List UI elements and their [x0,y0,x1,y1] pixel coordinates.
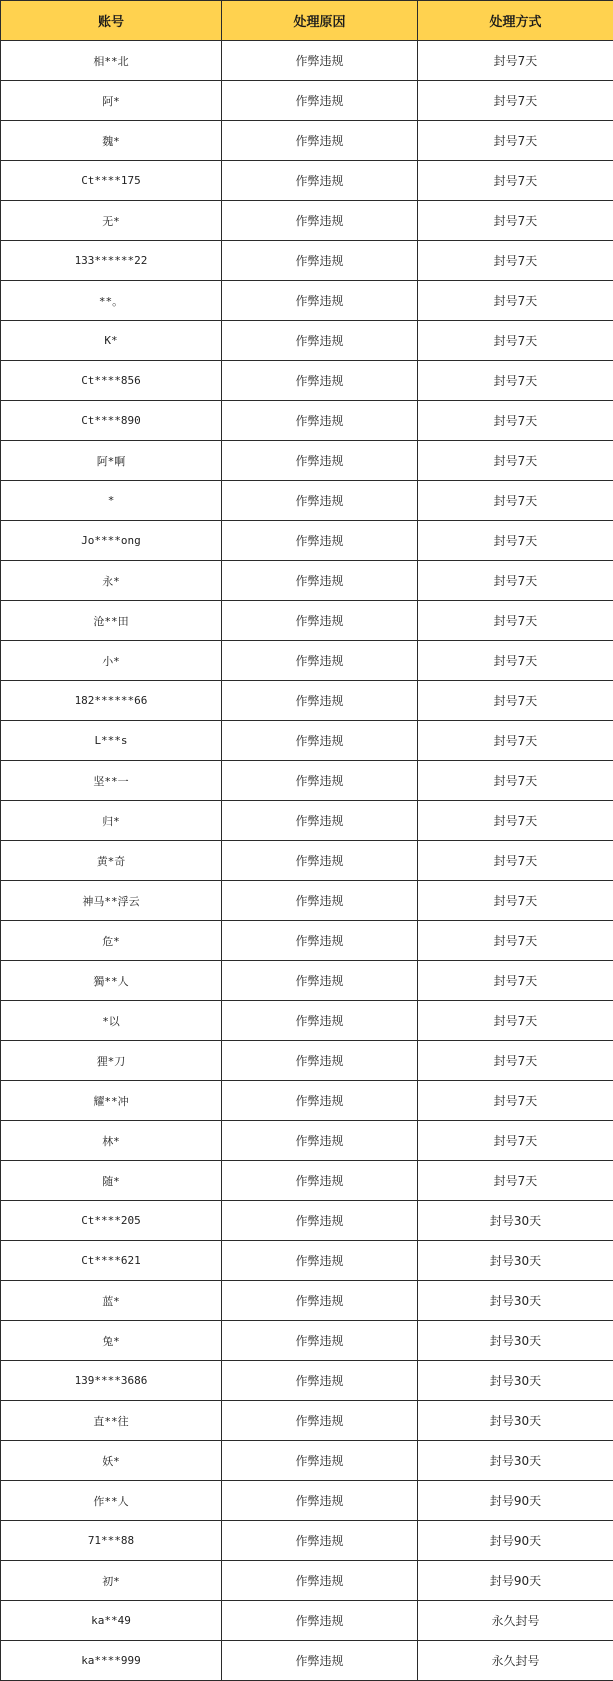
method-cell: 封号90天 [418,1561,613,1601]
reason-cell: 作弊违规 [222,1441,418,1481]
account-cell: 作**人 [1,1481,222,1521]
account-cell: 直**往 [1,1401,222,1441]
account-cell: 耀**冲 [1,1081,222,1121]
reason-cell: 作弊违规 [222,1161,418,1201]
reason-cell: 作弊违规 [222,1361,418,1401]
table-body [1,41,613,1681]
method-cell: 封号7天 [418,601,613,641]
reason-cell: 作弊违规 [222,201,418,241]
method-cell: 永久封号 [418,1601,613,1641]
reason-cell: 作弊违规 [222,801,418,841]
method-cell: 封号7天 [418,441,613,481]
table-row [1,481,613,521]
method-cell: 封号7天 [418,1121,613,1161]
reason-cell: 作弊违规 [222,721,418,761]
account-cell: 坚**一 [1,761,222,801]
table-row [1,41,613,81]
account-cell: 随* [1,1161,222,1201]
header-row [1,1,613,41]
method-cell: 封号7天 [418,1161,613,1201]
account-cell: L***s [1,721,222,761]
reason-cell: 作弊违规 [222,681,418,721]
table-row [1,1361,613,1401]
account-cell: 神马**浮云 [1,881,222,921]
method-cell: 封号7天 [418,81,613,121]
method-cell: 封号7天 [418,1041,613,1081]
table-row [1,1641,613,1681]
method-cell: 封号30天 [418,1401,613,1441]
method-cell: 封号30天 [418,1321,613,1361]
method-cell: 封号7天 [418,201,613,241]
reason-cell: 作弊违规 [222,1601,418,1641]
account-cell: * [1,481,222,521]
reason-cell: 作弊违规 [222,1121,418,1161]
reason-cell: 作弊违规 [222,41,418,81]
method-cell: 封号7天 [418,521,613,561]
reason-cell: 作弊违规 [222,441,418,481]
method-cell: 封号7天 [418,921,613,961]
table-row [1,361,613,401]
reason-cell: 作弊违规 [222,1321,418,1361]
method-cell: 封号7天 [418,481,613,521]
method-cell: 封号7天 [418,841,613,881]
table-row [1,881,613,921]
reason-cell: 作弊违规 [222,1401,418,1441]
table-row [1,201,613,241]
table-row [1,841,613,881]
account-cell: 永* [1,561,222,601]
reason-cell: 作弊违规 [222,1281,418,1321]
method-cell: 封号7天 [418,721,613,761]
account-cell: K* [1,321,222,361]
method-cell: 封号7天 [418,401,613,441]
reason-cell: 作弊违规 [222,481,418,521]
table-row [1,241,613,281]
reason-cell: 作弊违规 [222,921,418,961]
table-row [1,281,613,321]
table-row [1,521,613,561]
account-cell: 初* [1,1561,222,1601]
method-cell: 封号7天 [418,1001,613,1041]
account-cell: 獨**人 [1,961,222,1001]
method-cell: 封号7天 [418,161,613,201]
account-cell: 妖* [1,1441,222,1481]
table-row [1,1321,613,1361]
table-row [1,1441,613,1481]
account-cell: Jo****ong [1,521,222,561]
method-cell: 封号30天 [418,1201,613,1241]
table-row [1,1481,613,1521]
reason-cell: 作弊违规 [222,1001,418,1041]
account-cell: 林* [1,1121,222,1161]
reason-cell: 作弊违规 [222,1481,418,1521]
method-cell: 封号7天 [418,1081,613,1121]
account-cell: Ct****175 [1,161,222,201]
method-cell: 封号90天 [418,1521,613,1561]
table-row [1,601,613,641]
reason-cell: 作弊违规 [222,601,418,641]
method-cell: 封号7天 [418,241,613,281]
account-cell: 139****3686 [1,1361,222,1401]
table-row [1,1161,613,1201]
account-cell: 归* [1,801,222,841]
account-cell: 狸*刀 [1,1041,222,1081]
reason-cell: 作弊违规 [222,121,418,161]
method-cell: 封号90天 [418,1481,613,1521]
reason-cell: 作弊违规 [222,321,418,361]
method-cell: 封号7天 [418,561,613,601]
account-cell: Ct****205 [1,1201,222,1241]
header-account: 账号 [1,1,222,41]
method-cell: 封号30天 [418,1361,613,1401]
account-cell: 71***88 [1,1521,222,1561]
reason-cell: 作弊违规 [222,1081,418,1121]
account-cell: *以 [1,1001,222,1041]
table-row [1,1561,613,1601]
account-cell: ka****999 [1,1641,222,1681]
account-cell: 阿*啊 [1,441,222,481]
method-cell: 封号7天 [418,361,613,401]
account-cell: 无* [1,201,222,241]
method-cell: 封号7天 [418,881,613,921]
table-row [1,641,613,681]
account-cell: Ct****621 [1,1241,222,1281]
reason-cell: 作弊违规 [222,1241,418,1281]
method-cell: 封号7天 [418,681,613,721]
method-cell: 封号7天 [418,121,613,161]
reason-cell: 作弊违规 [222,841,418,881]
reason-cell: 作弊违规 [222,161,418,201]
table-row [1,801,613,841]
table-header [1,1,613,41]
method-cell: 封号30天 [418,1281,613,1321]
header-reason: 处理原因 [222,1,418,41]
method-cell: 封号30天 [418,1441,613,1481]
table-row [1,1001,613,1041]
reason-cell: 作弊违规 [222,81,418,121]
table-row [1,81,613,121]
table-row [1,761,613,801]
method-cell: 封号7天 [418,281,613,321]
table-row [1,961,613,1001]
table-row [1,161,613,201]
table-row [1,1241,613,1281]
account-cell: Ct****856 [1,361,222,401]
account-cell: 182******66 [1,681,222,721]
reason-cell: 作弊违规 [222,881,418,921]
method-cell: 封号7天 [418,961,613,1001]
account-cell: 黄*奇 [1,841,222,881]
table-row [1,1201,613,1241]
reason-cell: 作弊违规 [222,361,418,401]
method-cell: 永久封号 [418,1641,613,1681]
table-row [1,681,613,721]
account-cell: Ct****890 [1,401,222,441]
reason-cell: 作弊违规 [222,761,418,801]
method-cell: 封号7天 [418,801,613,841]
account-cell: 相**北 [1,41,222,81]
table-row [1,1281,613,1321]
account-cell: 蓝* [1,1281,222,1321]
account-cell: 危* [1,921,222,961]
table-row [1,561,613,601]
table-row [1,1121,613,1161]
account-cell: 魏* [1,121,222,161]
method-cell: 封号7天 [418,761,613,801]
table-row [1,441,613,481]
reason-cell: 作弊违规 [222,521,418,561]
reason-cell: 作弊违规 [222,961,418,1001]
table-row [1,721,613,761]
account-cell: ka**49 [1,1601,222,1641]
method-cell: 封号30天 [418,1241,613,1281]
table-row [1,921,613,961]
reason-cell: 作弊违规 [222,1641,418,1681]
table-row [1,401,613,441]
account-cell: 阿* [1,81,222,121]
table-row [1,1521,613,1561]
reason-cell: 作弊违规 [222,401,418,441]
table-row [1,1041,613,1081]
reason-cell: 作弊违规 [222,1041,418,1081]
method-cell: 封号7天 [418,321,613,361]
reason-cell: 作弊违规 [222,1521,418,1561]
method-cell: 封号7天 [418,41,613,81]
account-cell: 小* [1,641,222,681]
reason-cell: 作弊违规 [222,561,418,601]
table-row [1,121,613,161]
reason-cell: 作弊违规 [222,1561,418,1601]
account-cell: 133******22 [1,241,222,281]
table-row [1,1401,613,1441]
table-row [1,1081,613,1121]
header-method: 处理方式 [418,1,613,41]
account-cell: 兔* [1,1321,222,1361]
table-row [1,1601,613,1641]
method-cell: 封号7天 [418,641,613,681]
reason-cell: 作弊违规 [222,281,418,321]
reason-cell: 作弊违规 [222,241,418,281]
account-cell: **。 [1,281,222,321]
table-row [1,321,613,361]
reason-cell: 作弊违规 [222,641,418,681]
account-cell: 沧**田 [1,601,222,641]
reason-cell: 作弊违规 [222,1201,418,1241]
